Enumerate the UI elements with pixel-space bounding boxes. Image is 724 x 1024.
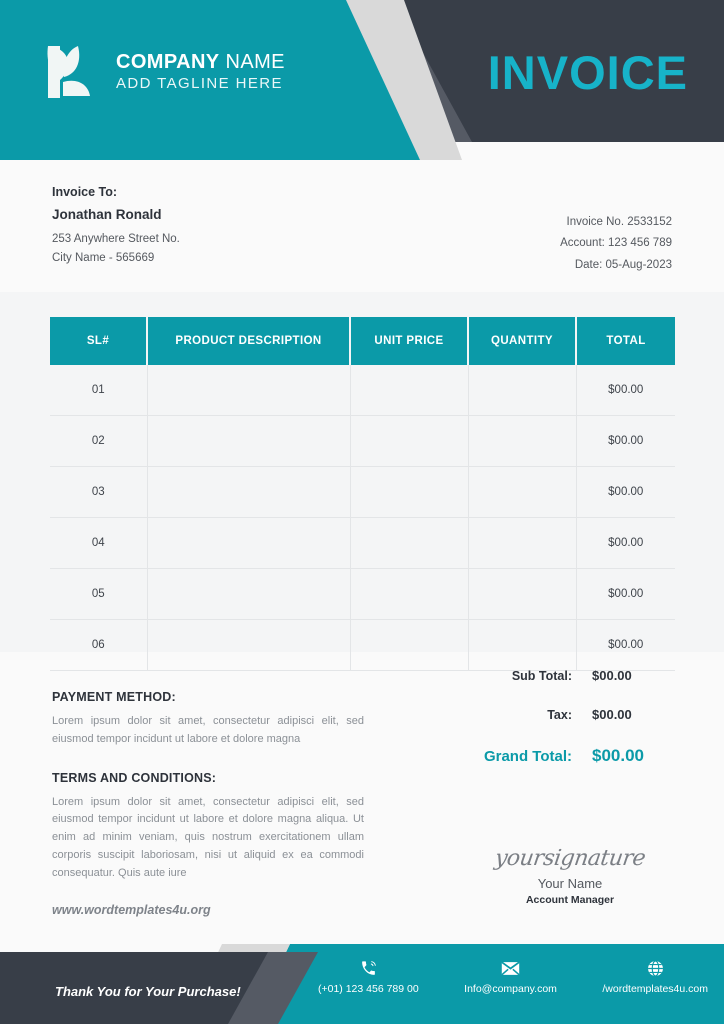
table-row	[50, 416, 675, 467]
signature-name: Your Name	[537, 876, 603, 891]
cell-total: $00.00	[576, 365, 675, 416]
cell-total: $00.00	[576, 518, 675, 569]
column-header-unit-price: UNIT PRICE	[350, 317, 468, 365]
company-name-light: NAME	[219, 51, 285, 74]
cell-unit-price[interactable]	[350, 467, 468, 518]
cell-sl: 03	[50, 467, 147, 518]
table-row	[50, 518, 675, 569]
sub-total-row	[424, 668, 674, 683]
bill-to-address-line-2: City Name - 565669	[52, 251, 155, 264]
cell-total: $00.00	[576, 569, 675, 620]
sub-total-value: $00.00	[592, 668, 632, 683]
cell-unit-price[interactable]	[350, 365, 468, 416]
table-header-row	[50, 317, 675, 365]
terms-body: Lorem ipsum dolor sit amet, consectetur adipisci elit, sed eiusmod tempor incidunt ut labore et dolore magna aliqua. Ut enim ad minim veniam, quis nostrum exercitationem ullam corporis suscipit laboriosam, nisi ut aliquid ex ea commodi consequatur. Quis aute iure	[52, 795, 364, 879]
column-header-description: PRODUCT DESCRIPTION	[147, 317, 350, 365]
grand-total-label: Grand Total:	[483, 748, 572, 765]
cell-description[interactable]	[147, 416, 350, 467]
cell-unit-price[interactable]	[350, 620, 468, 671]
grand-total-value: $00.00	[592, 746, 644, 765]
cell-quantity[interactable]	[468, 467, 576, 518]
table-row	[50, 467, 675, 518]
company-logo-text	[116, 50, 285, 94]
cell-sl: 04	[50, 518, 147, 569]
leaf-logo-icon	[44, 44, 100, 100]
invoice-account: Account: 123 456 789	[560, 237, 672, 250]
column-header-total: TOTAL	[576, 317, 675, 365]
column-header-sl: SL#	[50, 317, 147, 365]
page-header	[0, 0, 724, 160]
signature-script: yoursignature	[493, 846, 647, 871]
company-tagline: ADD TAGLINE HERE	[116, 75, 283, 93]
globe-icon	[647, 958, 664, 978]
cell-description[interactable]	[147, 365, 350, 416]
cell-quantity[interactable]	[468, 518, 576, 569]
cell-sl: 01	[50, 365, 147, 416]
cell-total: $00.00	[576, 467, 675, 518]
cell-total: $00.00	[576, 620, 675, 671]
contact-email-text: Info@company.com	[464, 983, 557, 995]
invoice-meta-block	[560, 212, 672, 276]
website-link[interactable]: www.wordtemplates4u.org	[52, 903, 211, 917]
column-header-quantity: QUANTITY	[468, 317, 576, 365]
cell-unit-price[interactable]	[350, 569, 468, 620]
notes-block	[52, 690, 364, 883]
page-title: INVOICE	[487, 46, 688, 99]
envelope-icon	[501, 958, 520, 978]
cell-description[interactable]	[147, 620, 350, 671]
cell-unit-price[interactable]	[350, 518, 468, 569]
bill-to-label: Invoice To:	[52, 185, 118, 199]
cell-description[interactable]	[147, 518, 350, 569]
table-row	[50, 569, 675, 620]
invoice-date: Date: 05-Aug-2023	[574, 258, 672, 271]
contact-phone[interactable]	[318, 958, 419, 995]
grand-total-row	[424, 746, 674, 766]
payment-method-body: Lorem ipsum dolor sit amet, consectetur adipisci elit, sed eiusmod tempor incidunt ut labore et dolore magna	[52, 715, 364, 745]
thank-you-message: Thank You for Your Purchase!	[55, 984, 241, 999]
tax-value: $00.00	[592, 707, 632, 722]
tax-label: Tax:	[547, 708, 572, 722]
table-header	[50, 317, 675, 365]
totals-block	[424, 668, 674, 766]
cell-sl: 06	[50, 620, 147, 671]
contact-website[interactable]	[602, 958, 708, 995]
company-name-bold: COMPANY	[116, 51, 220, 74]
contact-website-text: /wordtemplates4u.com	[602, 983, 708, 995]
cell-quantity[interactable]	[468, 365, 576, 416]
table-row	[50, 620, 675, 671]
cell-quantity[interactable]	[468, 620, 576, 671]
terms-heading: TERMS AND CONDITIONS:	[52, 770, 217, 785]
table-body	[50, 365, 675, 671]
cell-description[interactable]	[147, 569, 350, 620]
cell-sl: 02	[50, 416, 147, 467]
company-logo	[44, 44, 285, 100]
cell-quantity[interactable]	[468, 569, 576, 620]
bill-to-block	[52, 185, 180, 268]
line-items-table	[50, 317, 675, 671]
table-row	[50, 365, 675, 416]
cell-sl: 05	[50, 569, 147, 620]
contact-phone-text: (+01) 123 456 789 00	[318, 983, 419, 995]
tax-row	[424, 707, 674, 722]
bill-to-address-line-1: 253 Anywhere Street No.	[52, 233, 180, 245]
bill-to-name: Jonathan Ronald	[52, 207, 162, 222]
footer-contacts	[318, 958, 708, 995]
cell-total: $00.00	[576, 416, 675, 467]
phone-icon	[360, 958, 377, 978]
company-name	[116, 50, 285, 75]
page-footer	[0, 944, 724, 1024]
cell-quantity[interactable]	[468, 416, 576, 467]
invoice-number: Invoice No. 2533152	[566, 216, 672, 228]
sub-total-label: Sub Total:	[511, 669, 572, 683]
signature-block	[470, 848, 670, 906]
cell-description[interactable]	[147, 467, 350, 518]
contact-email[interactable]	[464, 958, 557, 995]
payment-method-heading: PAYMENT METHOD:	[52, 690, 176, 704]
signature-role: Account Manager	[525, 894, 615, 906]
cell-unit-price[interactable]	[350, 416, 468, 467]
